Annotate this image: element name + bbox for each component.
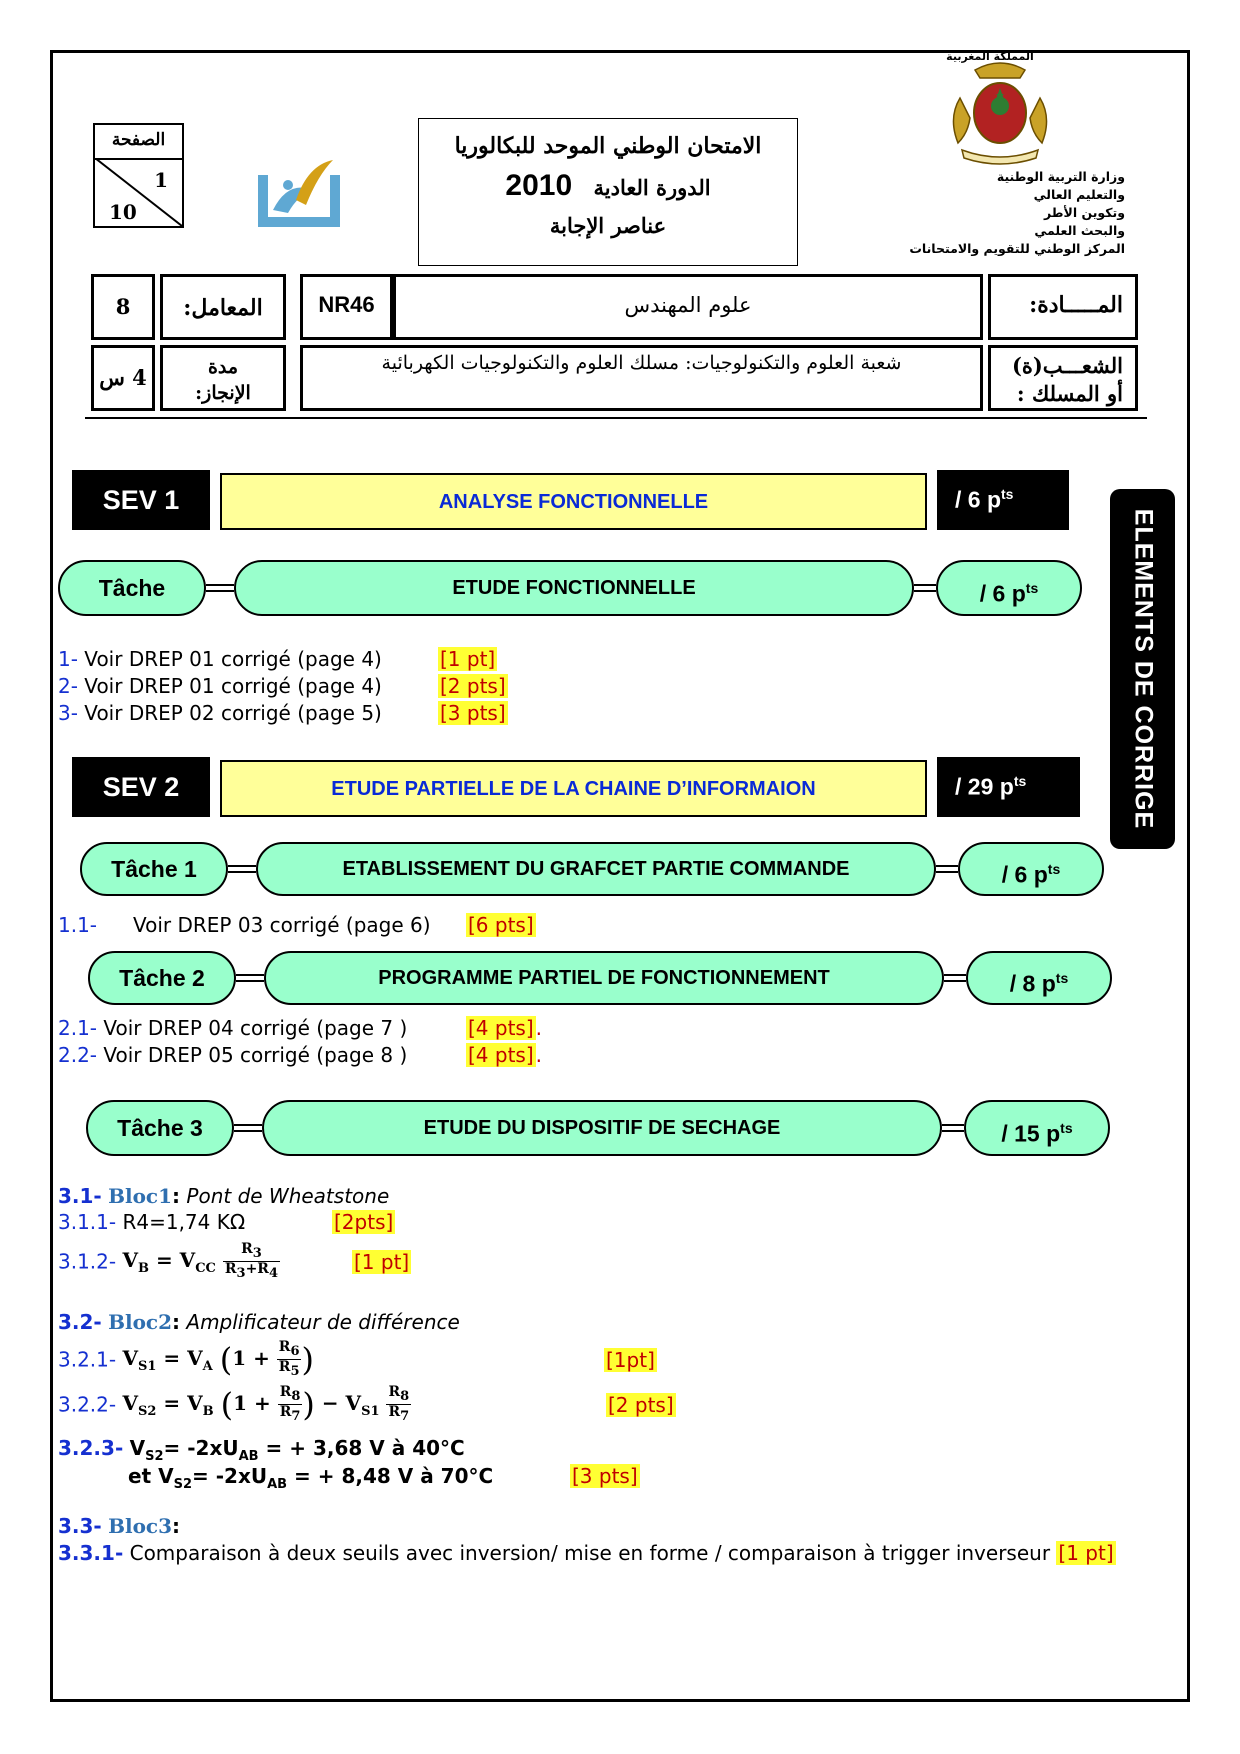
answer-text: Voir DREP 01 corrigé (page 4)	[77, 647, 382, 671]
ministry-line: والتعليم العالي	[1033, 187, 1125, 202]
answer-points: [2 pts]	[440, 674, 506, 698]
bloc1-num: 3.1-	[58, 1184, 102, 1208]
answer-text: R4=1,74 KΩ	[116, 1210, 246, 1234]
q323-line1-end: = + 3,68 V à 40°C	[258, 1436, 465, 1460]
subject-name: علوم المهندس	[393, 274, 983, 340]
answer-num: 3.1.2-	[58, 1249, 117, 1274]
q323-line2-mid: = -2xU	[192, 1464, 268, 1488]
doc-type: عناصر الإجابة	[549, 213, 667, 238]
bloc3-name: Bloc3	[108, 1514, 173, 1538]
task1-points	[958, 842, 1104, 896]
page-label: الصفحة	[95, 125, 182, 160]
task1-title: ETABLISSEMENT DU GRAFCET PARTIE COMMANDE	[256, 842, 936, 896]
sev1-task-points	[936, 560, 1082, 616]
answer-num: 3.2.1-	[58, 1347, 117, 1372]
answer-num: 3.3.1-	[58, 1541, 124, 1565]
answer-row	[58, 1043, 543, 1067]
bloc2-name: Bloc2	[108, 1310, 173, 1334]
duration-label	[160, 345, 286, 411]
q323-line1-mid: = -2xU	[163, 1436, 239, 1460]
answer-points-group	[466, 1016, 542, 1040]
side-tab-label: ELEMENTS DE CORRIGE	[1129, 508, 1157, 830]
answer-row	[58, 674, 506, 698]
connector	[228, 865, 256, 873]
connector	[236, 974, 264, 982]
sev1-points	[937, 470, 1069, 530]
branch-label-line2: أو المسلك :	[1016, 381, 1123, 406]
sev1-task-title: ETUDE FONCTIONNELLE	[234, 560, 914, 616]
formula-vs1: $V_{S1} = V_A$ (1 + $\frac{R_6}{R_5}$ )	[122, 1339, 314, 1379]
bloc3-num: 3.3-	[58, 1514, 102, 1538]
answer-num: 2.1-	[58, 1016, 98, 1040]
ministry-line: وزارة التربية الوطنية	[996, 169, 1125, 184]
branch-name: شعبة العلوم والتكنولوجيات: مسلك العلوم والتكنولوجيات الكهربائية	[300, 345, 983, 411]
answer-num: 2.2-	[58, 1043, 98, 1067]
task3-points-value: / 15 p	[1001, 1120, 1061, 1147]
duration-label-line2: الإنجاز:	[195, 382, 251, 404]
sev1-task-points-value: / 6 p	[979, 580, 1026, 607]
answer-points: [1pt]	[606, 1348, 655, 1372]
sev1-title: ANALYSE FONCTIONNELLE	[220, 473, 927, 530]
answer-points: [2 pts]	[608, 1393, 674, 1417]
sev1-points-value: / 6 p	[955, 486, 1002, 513]
answer-points: [1 pt]	[440, 647, 496, 671]
duration-value: 4 س	[91, 345, 155, 411]
connector	[936, 865, 958, 873]
connector	[944, 974, 966, 982]
answer-num: 1.1-	[58, 913, 98, 937]
ministry-block	[880, 168, 1125, 258]
sev2-title: ETUDE PARTIELLE DE LA CHAINE D’INFORMAION	[220, 760, 927, 817]
bloc3-heading: 3.3- Bloc3:	[58, 1514, 181, 1538]
subject-label: المـــــادة:	[988, 274, 1138, 340]
answer-row: 3.2.3- $V_{S2}= -2xU_{AB}$ = + 3,68 V à 40°C	[58, 1436, 465, 1464]
page-total: 10	[109, 200, 137, 224]
answer-num: 3.2.2-	[58, 1392, 117, 1417]
branch-label	[988, 345, 1138, 411]
answer-row	[58, 1241, 410, 1288]
answer-text: Voir DREP 04 corrigé (page 7 )	[97, 1016, 408, 1040]
task2-points-value: / 8 p	[1009, 970, 1056, 997]
answer-dot: .	[535, 1043, 543, 1067]
ministry-line: والبحث العلمي	[1034, 223, 1125, 238]
answer-text: Voir DREP 02 corrigé (page 5)	[77, 701, 382, 725]
answer-points: [4 pts]	[468, 1043, 534, 1067]
sev1-label: SEV 1	[72, 470, 210, 530]
sev2-points-sup: ts	[1013, 773, 1027, 789]
answer-points: [2pts]	[334, 1210, 394, 1234]
task2-title: PROGRAMME PARTIEL DE FONCTIONNEMENT	[264, 951, 944, 1005]
branch-label-line1: الشعـــب(ة)	[1011, 353, 1123, 378]
answer-points: [3 pts]	[440, 701, 506, 725]
answer-num: 3.2.3-	[58, 1436, 124, 1460]
answer-num: 2-	[58, 674, 78, 698]
task1-points-sup: ts	[1047, 861, 1061, 877]
connector	[206, 584, 234, 592]
bloc1-heading: 3.1- Bloc1: Pont de Wheatstone	[58, 1184, 390, 1208]
subject-code: NR46	[300, 274, 393, 340]
q323-line2-end: = + 8,48 V à 70°C	[287, 1464, 494, 1488]
duration-label-line1: مدة	[207, 356, 239, 378]
answer-points: [3 pts]	[572, 1464, 638, 1488]
ministry-line: المركز الوطني للتقويم والامتحانات	[909, 241, 1125, 256]
answer-row	[58, 647, 496, 671]
kingdom-label: المملكة المغربية	[946, 50, 1034, 63]
answer-row	[58, 913, 534, 937]
formula-vb: $V_B = V_{CC}$ $\frac{R_3}{R_3+R_4}$	[122, 1241, 278, 1281]
bloc2-num: 3.2-	[58, 1310, 102, 1334]
sev1-task-points-sup: ts	[1025, 580, 1039, 596]
answer-points: [1 pt]	[1058, 1541, 1114, 1565]
exam-session	[419, 169, 797, 203]
coef-label: المعامل:	[160, 274, 286, 340]
connector	[914, 584, 936, 592]
header-rule	[85, 417, 1147, 419]
formula-vs2: $V_{S2} = V_B$ (1 + $\frac{R_8}{R_7}$ ) − $V_{S1}$ $\frac{R_8}{R_7}$	[122, 1384, 410, 1424]
ministry-line: وتكوين الأطر	[1043, 205, 1125, 220]
answer-row: et $V_{S2}= -2xU_{AB}$ = + 8,48 V à 70°C [3 pts]	[128, 1464, 638, 1492]
answer-points: [6 pts]	[468, 913, 534, 937]
answer-num: 3-	[58, 701, 78, 725]
answer-text: Voir DREP 03 corrigé (page 6)	[133, 913, 431, 937]
q323-line2-head: et	[128, 1464, 159, 1488]
answer-row	[58, 1541, 1116, 1565]
task3-points	[964, 1100, 1110, 1156]
answer-text: Voir DREP 05 corrigé (page 8 )	[97, 1043, 408, 1067]
coef-value: 8	[91, 274, 155, 340]
task3-title: ETUDE DU DISPOSITIF DE SECHAGE	[262, 1100, 942, 1156]
answer-row	[58, 1210, 394, 1234]
connector	[942, 1124, 964, 1132]
task3-points-sup: ts	[1060, 1120, 1073, 1136]
sev1-points-sup: ts	[1001, 486, 1014, 502]
answer-row	[58, 701, 506, 725]
connector	[234, 1124, 262, 1132]
coat-of-arms-icon	[940, 58, 1060, 168]
answer-num: 1-	[58, 647, 78, 671]
sev2-label: SEV 2	[72, 757, 210, 817]
answer-text: Comparaison à deux seuils avec inversion/ mise en forme / comparaison à trigger inverseur	[123, 1541, 1051, 1565]
task2-points	[966, 951, 1112, 1005]
answer-row	[58, 1384, 674, 1431]
answer-text: Voir DREP 01 corrigé (page 4)	[77, 674, 382, 698]
answer-points: [4 pts]	[468, 1016, 534, 1040]
task1-points-value: / 6 p	[1001, 861, 1048, 888]
task1-label: Tâche 1	[80, 842, 228, 896]
exam-title: الامتحان الوطني الموحد للبكالوريا	[454, 133, 762, 159]
exam-title-box	[418, 118, 798, 266]
answer-row	[58, 1016, 543, 1040]
bloc2-title: Amplificateur de différence	[186, 1310, 460, 1334]
answer-dot: .	[535, 1016, 543, 1040]
task3-label: Tâche 3	[86, 1100, 234, 1156]
exam-center-logo-icon	[258, 155, 343, 230]
task2-label: Tâche 2	[88, 951, 236, 1005]
answer-points-group	[466, 1043, 542, 1067]
bloc2-heading: 3.2- Bloc2: Amplificateur de différence	[58, 1310, 460, 1334]
exam-year: 2010	[505, 169, 573, 202]
task2-points-sup: ts	[1055, 970, 1069, 986]
sev2-points-value: / 29 p	[955, 773, 1014, 800]
page-current: 1	[154, 168, 168, 192]
answer-points: [1 pt]	[354, 1250, 410, 1274]
answer-row	[58, 1339, 655, 1386]
bloc1-title: Pont de Wheatstone	[186, 1184, 390, 1208]
sev1-task-label: Tâche	[58, 560, 206, 616]
sev2-points	[937, 757, 1080, 817]
side-tab	[1110, 489, 1175, 849]
page-number-box	[93, 123, 184, 228]
answer-num: 3.1.1-	[58, 1210, 117, 1234]
bloc1-name: Bloc1	[108, 1184, 173, 1208]
session-label: الدورة العادية	[593, 175, 711, 200]
